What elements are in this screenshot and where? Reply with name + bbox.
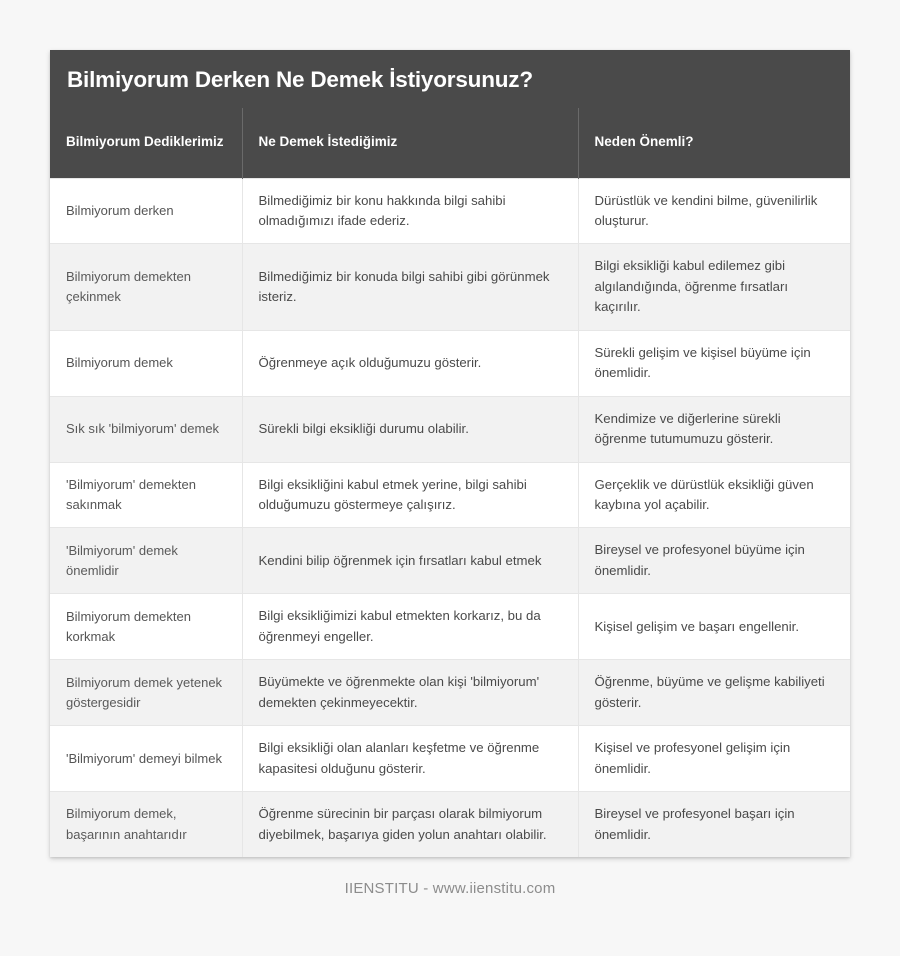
cell-why: Öğrenme, büyüme ve gelişme kabiliyeti gösterir. [578,660,850,726]
cell-meaning: Öğrenmeye açık olduğumuzu gösterir. [242,330,578,396]
table-row [50,792,850,857]
cell-why: Sürekli gelişim ve kişisel büyüme için önemlidir. [578,330,850,396]
table-row [50,726,850,792]
table-row [50,528,850,594]
info-card [50,50,850,857]
cell-meaning: Öğrenme sürecinin bir parçası olarak bilmiyorum diyebilmek, başarıya giden yolun anahtarı olabilir. [242,792,578,857]
cell-said: Bilmiyorum demekten çekinmek [50,244,242,330]
table-header-row [50,108,850,178]
table-row [50,594,850,660]
cell-why: Kişisel ve profesyonel gelişim için önemlidir. [578,726,850,792]
table-row [50,462,850,528]
column-header-meaning: Ne Demek İstediğimiz [242,108,578,178]
cell-meaning: Bilgi eksikliğini kabul etmek yerine, bilgi sahibi olduğumuzu göstermeye çalışırız. [242,462,578,528]
cell-said: Bilmiyorum demek yetenek göstergesidir [50,660,242,726]
comparison-table [50,108,850,857]
cell-meaning: Bilmediğimiz bir konu hakkında bilgi sahibi olmadığımızı ifade ederiz. [242,178,578,244]
cell-meaning: Bilgi eksikliğimizi kabul etmekten korkarız, bu da öğrenmeyi engeller. [242,594,578,660]
cell-said: 'Bilmiyorum' demekten sakınmak [50,462,242,528]
column-header-why: Neden Önemli? [578,108,850,178]
cell-why: Bilgi eksikliği kabul edilemez gibi algılandığında, öğrenme fırsatları kaçırılır. [578,244,850,330]
cell-why: Kendimize ve diğerlerine sürekli öğrenme tutumumuzu gösterir. [578,396,850,462]
cell-said: Bilmiyorum demekten korkmak [50,594,242,660]
table-row [50,178,850,244]
footer-attribution: IIENSTITU - www.iienstitu.com [344,880,556,897]
table-row [50,330,850,396]
cell-why: Bireysel ve profesyonel başarı için önemlidir. [578,792,850,857]
cell-meaning: Kendini bilip öğrenmek için fırsatları kabul etmek [242,528,578,594]
cell-said: Bilmiyorum demek [50,330,242,396]
table-body [50,178,850,857]
column-header-said: Bilmiyorum Dediklerimiz [50,108,242,178]
cell-meaning: Sürekli bilgi eksikliği durumu olabilir. [242,396,578,462]
cell-why: Dürüstlük ve kendini bilme, güvenilirlik oluşturur. [578,178,850,244]
cell-said: Bilmiyorum demek, başarının anahtarıdır [50,792,242,857]
cell-why: Gerçeklik ve dürüstlük eksikliği güven kaybına yol açabilir. [578,462,850,528]
cell-meaning: Büyümekte ve öğrenmekte olan kişi 'bilmiyorum' demekten çekinmeyecektir. [242,660,578,726]
cell-said: Sık sık 'bilmiyorum' demek [50,396,242,462]
page-title: Bilmiyorum Derken Ne Demek İstiyorsunuz? [50,50,850,108]
cell-why: Bireysel ve profesyonel büyüme için önemlidir. [578,528,850,594]
cell-said: Bilmiyorum derken [50,178,242,244]
cell-meaning: Bilmediğimiz bir konuda bilgi sahibi gibi görünmek isteriz. [242,244,578,330]
cell-said: 'Bilmiyorum' demek önemlidir [50,528,242,594]
table-row [50,396,850,462]
table-header [50,108,850,178]
table-row [50,244,850,330]
cell-meaning: Bilgi eksikliği olan alanları keşfetme ve öğrenme kapasitesi olduğunu gösterir. [242,726,578,792]
table-row [50,660,850,726]
cell-why: Kişisel gelişim ve başarı engellenir. [578,594,850,660]
cell-said: 'Bilmiyorum' demeyi bilmek [50,726,242,792]
